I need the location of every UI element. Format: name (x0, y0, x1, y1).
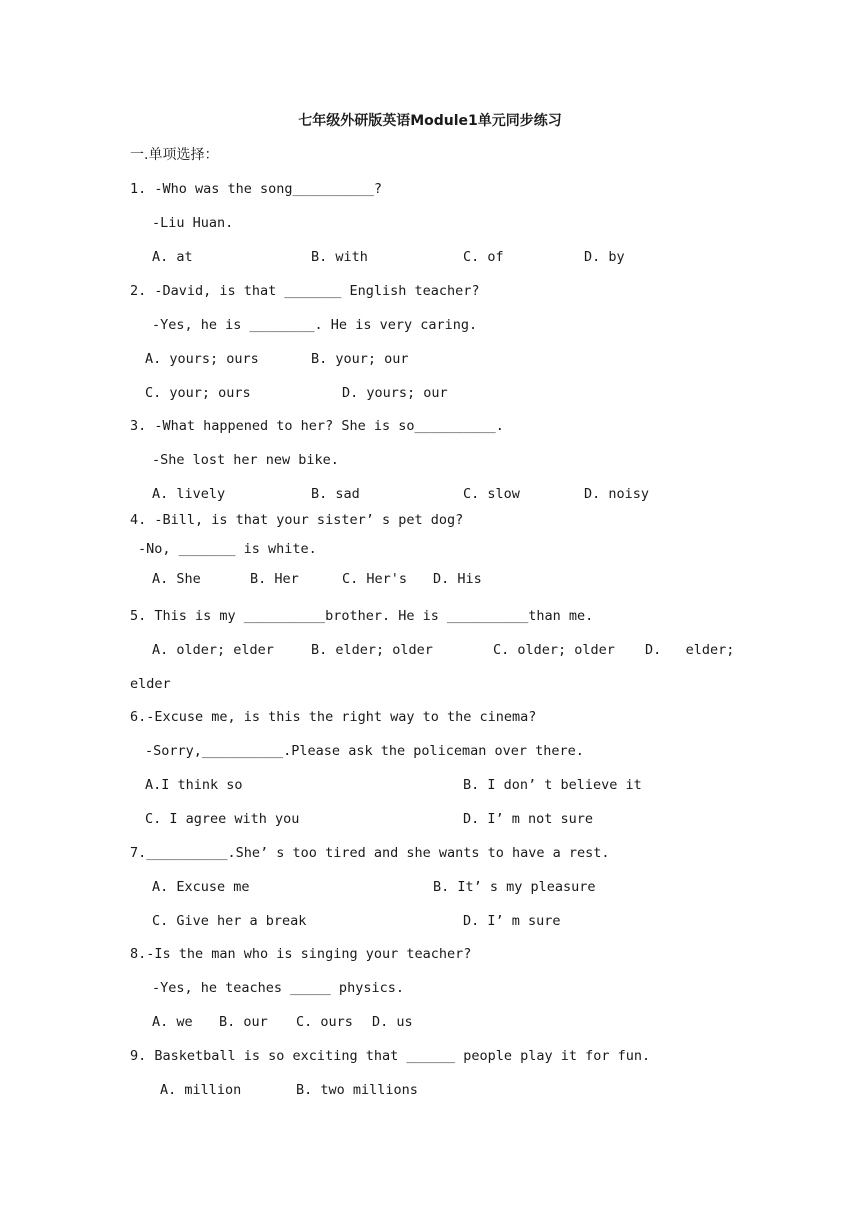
question-5-stem: 5. This is my __________brother. He is __________than me. (130, 608, 594, 624)
question-6-reply: -Sorry,__________.Please ask the policeman over there. (145, 743, 584, 759)
question-8-stem: 8.-Is the man who is singing your teacher? (130, 946, 472, 962)
page-title: 七年级外研版英语Module1单元同步练习 (298, 113, 562, 129)
question-2-stem: 2. -David, is that _______ English teacher? (130, 283, 480, 299)
question-8-option-d: D. us (372, 1014, 413, 1030)
question-5-option-d-continued: elder (130, 676, 171, 692)
question-7-option-c: C. Give her a break (152, 913, 307, 929)
question-9-option-b: B. two millions (296, 1082, 418, 1098)
question-8-option-c: C. ours (296, 1014, 353, 1030)
question-5-option-b: B. elder; older (311, 642, 433, 658)
question-4-option-b: B. Her (250, 571, 299, 587)
question-7-option-a: A. Excuse me (152, 879, 250, 895)
question-2-option-c: C. your; ours (145, 385, 251, 401)
question-6-option-d: D. I’ m not sure (463, 811, 594, 827)
question-2-reply: -Yes, he is ________. He is very caring. (152, 317, 478, 333)
question-3-reply: -She lost her new bike. (152, 452, 339, 468)
question-7-option-b: B. It’ s my pleasure (433, 879, 596, 895)
question-2-option-d: D. yours; our (342, 385, 448, 401)
question-8-option-a: A. we (152, 1014, 193, 1030)
question-3-option-d: D. noisy (584, 486, 650, 502)
question-9-stem: 9. Basketball is so exciting that ______ people play it for fun. (130, 1048, 651, 1064)
question-6-stem: 6.-Excuse me, is this the right way to the cinema? (130, 709, 537, 725)
question-1-option-c: C. of (463, 249, 504, 265)
question-2-option-a: A. yours; ours (145, 351, 259, 367)
question-4-stem: 4. -Bill, is that your sister’ s pet dog? (130, 512, 464, 528)
question-7-option-d: D. I’ m sure (463, 913, 561, 929)
question-1-option-d: D. by (584, 249, 625, 265)
question-6-option-b: B. I don’ t believe it (463, 777, 642, 793)
section-heading: 一.单项选择： (130, 147, 219, 163)
question-4-reply: -No, _______ is white. (138, 541, 317, 557)
question-4-option-d: D. His (433, 571, 482, 587)
question-3-option-a: A. lively (152, 486, 226, 502)
question-2-option-b: B. your; our (311, 351, 409, 367)
question-5-option-c: C. older; older (493, 642, 615, 658)
question-1-reply: -Liu Huan. (152, 215, 234, 231)
question-3-option-c: C. slow (463, 486, 520, 502)
question-6-option-c: C. I agree with you (145, 811, 300, 827)
question-7-stem: 7.__________.She’ s too tired and she wants to have a rest. (130, 845, 610, 861)
question-4-option-c: C. Her's (342, 571, 408, 587)
question-4-option-a: A. She (152, 571, 201, 587)
question-5-option-a: A. older; elder (152, 642, 274, 658)
question-3-option-b: B. sad (311, 486, 360, 502)
question-3-stem: 3. -What happened to her? She is so__________. (130, 418, 504, 434)
question-8-option-b: B. our (219, 1014, 268, 1030)
question-1-stem: 1. -Who was the song__________? (130, 181, 382, 197)
question-1-option-a: A. at (152, 249, 193, 265)
question-6-option-a: A.I think so (145, 777, 243, 793)
question-5-option-d: D. elder; (645, 642, 735, 658)
question-8-reply: -Yes, he teaches _____ physics. (152, 980, 404, 996)
question-9-option-a: A. million (160, 1082, 242, 1098)
question-1-option-b: B. with (311, 249, 368, 265)
